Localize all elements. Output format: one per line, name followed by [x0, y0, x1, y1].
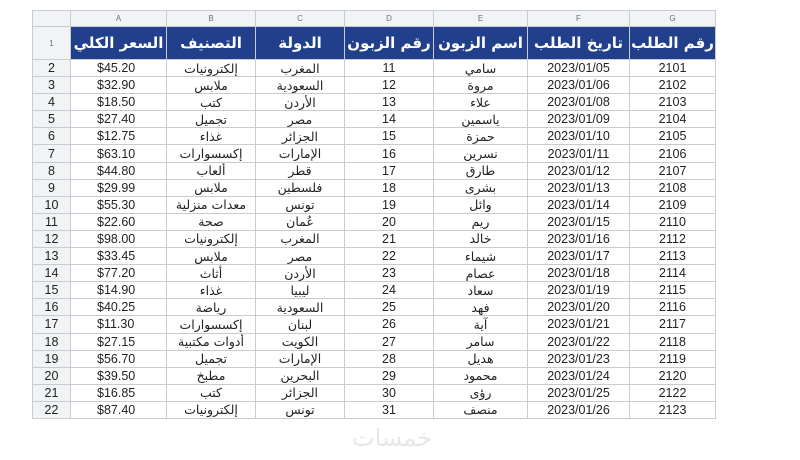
header-customer-id[interactable]: رقم الزبون — [345, 27, 434, 60]
column-header-e[interactable]: E — [434, 11, 528, 27]
cell-customer-id[interactable]: 15 — [345, 128, 434, 145]
header-order-date[interactable]: تاريخ الطلب — [528, 27, 630, 60]
cell-order-date[interactable]: 2023/01/09 — [528, 111, 630, 128]
table-row — [33, 333, 716, 350]
table-row — [33, 179, 716, 196]
row-number[interactable]: 20 — [33, 367, 71, 384]
cell-customer-name[interactable]: هديل — [434, 350, 528, 367]
cell-country[interactable]: مصر — [256, 111, 345, 128]
cell-order-id[interactable]: 2120 — [630, 367, 716, 384]
table-row — [33, 77, 716, 94]
column-header-a[interactable]: A — [71, 11, 167, 27]
table-row — [33, 213, 716, 230]
cell-order-date[interactable]: 2023/01/13 — [528, 179, 630, 196]
cell-category[interactable]: إكسسوارات — [167, 316, 256, 333]
cell-customer-name[interactable]: فهد — [434, 299, 528, 316]
cell-order-date[interactable]: 2023/01/11 — [528, 145, 630, 162]
cell-order-id[interactable]: 2122 — [630, 384, 716, 401]
cell-category[interactable]: ألعاب — [167, 162, 256, 179]
table-row — [33, 299, 716, 316]
cell-order-date[interactable]: 2023/01/10 — [528, 128, 630, 145]
cell-category[interactable]: كتب — [167, 384, 256, 401]
cell-country[interactable]: المغرب — [256, 60, 345, 77]
table-row — [33, 162, 716, 179]
column-header-f[interactable]: F — [528, 11, 630, 27]
table-row — [33, 367, 716, 384]
cell-order-id[interactable]: 2118 — [630, 333, 716, 350]
cell-country[interactable]: تونس — [256, 401, 345, 418]
cell-order-date[interactable]: 2023/01/21 — [528, 316, 630, 333]
cell-total-price[interactable]: $32.90 — [71, 77, 167, 94]
cell-total-price[interactable]: $16.85 — [71, 384, 167, 401]
cell-total-price[interactable]: $77.20 — [71, 265, 167, 282]
cell-total-price[interactable]: $44.80 — [71, 162, 167, 179]
cell-customer-name[interactable]: سامي — [434, 60, 528, 77]
cell-total-price[interactable]: $14.90 — [71, 282, 167, 299]
row-number[interactable]: 3 — [33, 77, 71, 94]
cell-order-date[interactable]: 2023/01/16 — [528, 230, 630, 247]
cell-country[interactable]: تونس — [256, 196, 345, 213]
cell-category[interactable]: غذاء — [167, 128, 256, 145]
cell-total-price[interactable]: $18.50 — [71, 94, 167, 111]
cell-customer-name[interactable]: نسرين — [434, 145, 528, 162]
cell-country[interactable]: الجزائر — [256, 128, 345, 145]
cell-customer-id[interactable]: 17 — [345, 162, 434, 179]
table-row — [33, 248, 716, 265]
cell-country[interactable]: الأردن — [256, 94, 345, 111]
cell-order-date[interactable]: 2023/01/08 — [528, 94, 630, 111]
cell-customer-id[interactable]: 27 — [345, 333, 434, 350]
cell-customer-name[interactable]: رؤى — [434, 384, 528, 401]
header-order-id[interactable]: رقم الطلب — [630, 27, 716, 60]
row-number[interactable]: 22 — [33, 401, 71, 418]
cell-customer-id[interactable]: 25 — [345, 299, 434, 316]
table-row — [33, 94, 716, 111]
cell-order-id[interactable]: 2104 — [630, 111, 716, 128]
cell-total-price[interactable]: $27.40 — [71, 111, 167, 128]
cell-country[interactable]: قطر — [256, 162, 345, 179]
row-number[interactable]: 13 — [33, 248, 71, 265]
watermark-logo: خمسات — [352, 424, 433, 452]
row-number[interactable]: 15 — [33, 282, 71, 299]
cell-order-date[interactable]: 2023/01/14 — [528, 196, 630, 213]
cell-customer-name[interactable]: سامر — [434, 333, 528, 350]
select-all-corner[interactable] — [33, 11, 71, 27]
table-row — [33, 401, 716, 418]
cell-customer-id[interactable]: 16 — [345, 145, 434, 162]
table-row — [33, 60, 716, 77]
cell-category[interactable]: رياضة — [167, 299, 256, 316]
column-header-g[interactable]: G — [630, 11, 716, 27]
cell-customer-id[interactable]: 22 — [345, 248, 434, 265]
cell-order-id[interactable]: 2105 — [630, 128, 716, 145]
cell-order-date[interactable]: 2023/01/19 — [528, 282, 630, 299]
cell-country[interactable]: الإمارات — [256, 350, 345, 367]
cell-country[interactable]: مصر — [256, 248, 345, 265]
spreadsheet-grid — [32, 10, 716, 419]
row-number[interactable]: 6 — [33, 128, 71, 145]
cell-total-price[interactable]: $45.20 — [71, 60, 167, 77]
cell-order-date[interactable]: 2023/01/12 — [528, 162, 630, 179]
row-number[interactable]: 2 — [33, 60, 71, 77]
table-row — [33, 111, 716, 128]
cell-customer-id[interactable]: 23 — [345, 265, 434, 282]
cell-category[interactable]: كتب — [167, 94, 256, 111]
cell-customer-name[interactable]: خالد — [434, 230, 528, 247]
cell-category[interactable]: ملابس — [167, 77, 256, 94]
cell-order-id[interactable]: 2102 — [630, 77, 716, 94]
cell-country[interactable]: الإمارات — [256, 145, 345, 162]
table-row — [33, 265, 716, 282]
cell-category[interactable]: إلكترونيات — [167, 60, 256, 77]
cell-customer-name[interactable]: ياسمين — [434, 111, 528, 128]
cell-category[interactable]: إكسسوارات — [167, 145, 256, 162]
cell-total-price[interactable]: $55.30 — [71, 196, 167, 213]
cell-country[interactable]: الجزائر — [256, 384, 345, 401]
cell-total-price[interactable]: $33.45 — [71, 248, 167, 265]
row-number[interactable]: 5 — [33, 111, 71, 128]
cell-customer-name[interactable]: طارق — [434, 162, 528, 179]
column-header-row — [33, 11, 716, 27]
cell-order-id[interactable]: 2119 — [630, 350, 716, 367]
cell-order-id[interactable]: 2123 — [630, 401, 716, 418]
row-number[interactable]: 18 — [33, 333, 71, 350]
cell-customer-id[interactable]: 24 — [345, 282, 434, 299]
cell-category[interactable]: أدوات مكتبية — [167, 333, 256, 350]
cell-order-id[interactable]: 2109 — [630, 196, 716, 213]
cell-customer-id[interactable]: 28 — [345, 350, 434, 367]
cell-order-date[interactable]: 2023/01/06 — [528, 77, 630, 94]
row-number[interactable]: 10 — [33, 196, 71, 213]
cell-total-price[interactable]: $98.00 — [71, 230, 167, 247]
cell-customer-id[interactable]: 20 — [345, 213, 434, 230]
cell-category[interactable]: تجميل — [167, 350, 256, 367]
cell-customer-name[interactable]: وائل — [434, 196, 528, 213]
cell-order-date[interactable]: 2023/01/15 — [528, 213, 630, 230]
cell-customer-name[interactable]: عصام — [434, 265, 528, 282]
cell-customer-name[interactable]: حمزة — [434, 128, 528, 145]
header-category[interactable]: التصنيف — [167, 27, 256, 60]
cell-order-date[interactable]: 2023/01/20 — [528, 299, 630, 316]
cell-country[interactable]: المغرب — [256, 230, 345, 247]
column-header-c[interactable]: C — [256, 11, 345, 27]
row-number[interactable]: 7 — [33, 145, 71, 162]
table-row — [33, 282, 716, 299]
cell-category[interactable]: صحة — [167, 213, 256, 230]
cell-customer-id[interactable]: 30 — [345, 384, 434, 401]
row-number[interactable]: 19 — [33, 350, 71, 367]
cell-order-id[interactable]: 2116 — [630, 299, 716, 316]
cell-customer-name[interactable]: آية — [434, 316, 528, 333]
cell-customer-id[interactable]: 14 — [345, 111, 434, 128]
cell-customer-name[interactable]: منصف — [434, 401, 528, 418]
cell-customer-name[interactable]: سعاد — [434, 282, 528, 299]
cell-order-date[interactable]: 2023/01/26 — [528, 401, 630, 418]
cell-total-price[interactable]: $40.25 — [71, 299, 167, 316]
cell-category[interactable]: ملابس — [167, 179, 256, 196]
cell-total-price[interactable]: $27.15 — [71, 333, 167, 350]
cell-category[interactable]: أثاث — [167, 265, 256, 282]
table-row — [33, 230, 716, 247]
cell-country[interactable]: لبنان — [256, 316, 345, 333]
row-number[interactable]: 1 — [33, 27, 71, 60]
header-country[interactable]: الدولة — [256, 27, 345, 60]
cell-country[interactable]: ليبيا — [256, 282, 345, 299]
cell-country[interactable]: فلسطين — [256, 179, 345, 196]
cell-category[interactable]: إلكترونيات — [167, 230, 256, 247]
cell-customer-id[interactable]: 21 — [345, 230, 434, 247]
cell-order-id[interactable]: 2110 — [630, 213, 716, 230]
table-row — [33, 128, 716, 145]
cell-category[interactable]: غذاء — [167, 282, 256, 299]
cell-country[interactable]: السعودية — [256, 77, 345, 94]
cell-order-date[interactable]: 2023/01/23 — [528, 350, 630, 367]
cell-order-id[interactable]: 2103 — [630, 94, 716, 111]
row-number[interactable]: 4 — [33, 94, 71, 111]
cell-order-id[interactable]: 2115 — [630, 282, 716, 299]
header-total-price[interactable]: السعر الكلي — [71, 27, 167, 60]
cell-order-id[interactable]: 2107 — [630, 162, 716, 179]
cell-total-price[interactable]: $87.40 — [71, 401, 167, 418]
row-number[interactable]: 12 — [33, 230, 71, 247]
cell-country[interactable]: السعودية — [256, 299, 345, 316]
cell-category[interactable]: معدات منزلية — [167, 196, 256, 213]
cell-total-price[interactable]: $29.99 — [71, 179, 167, 196]
cell-category[interactable]: تجميل — [167, 111, 256, 128]
header-customer-name[interactable]: اسم الزبون — [434, 27, 528, 60]
cell-total-price[interactable]: $11.30 — [71, 316, 167, 333]
cell-customer-id[interactable]: 11 — [345, 60, 434, 77]
cell-total-price[interactable]: $39.50 — [71, 367, 167, 384]
cell-customer-id[interactable]: 29 — [345, 367, 434, 384]
cell-total-price[interactable]: $63.10 — [71, 145, 167, 162]
row-number[interactable]: 16 — [33, 299, 71, 316]
cell-order-id[interactable]: 2106 — [630, 145, 716, 162]
table-row — [33, 350, 716, 367]
cell-order-date[interactable]: 2023/01/25 — [528, 384, 630, 401]
cell-customer-id[interactable]: 18 — [345, 179, 434, 196]
cell-order-date[interactable]: 2023/01/18 — [528, 265, 630, 282]
row-number[interactable]: 17 — [33, 316, 71, 333]
table-row — [33, 384, 716, 401]
cell-order-id[interactable]: 2114 — [630, 265, 716, 282]
row-number[interactable]: 21 — [33, 384, 71, 401]
cell-customer-id[interactable]: 13 — [345, 94, 434, 111]
cell-customer-name[interactable]: محمود — [434, 367, 528, 384]
cell-customer-name[interactable]: ريم — [434, 213, 528, 230]
row-number[interactable]: 9 — [33, 179, 71, 196]
row-number[interactable]: 11 — [33, 213, 71, 230]
cell-order-date[interactable]: 2023/01/22 — [528, 333, 630, 350]
cell-category[interactable]: ملابس — [167, 248, 256, 265]
cell-country[interactable]: عُمان — [256, 213, 345, 230]
cell-order-id[interactable]: 2113 — [630, 248, 716, 265]
cell-country[interactable]: الأردن — [256, 265, 345, 282]
cell-total-price[interactable]: $56.70 — [71, 350, 167, 367]
cell-customer-id[interactable]: 12 — [345, 77, 434, 94]
table-header-row — [33, 27, 716, 60]
table-row — [33, 316, 716, 333]
cell-order-id[interactable]: 2112 — [630, 230, 716, 247]
table-row — [33, 145, 716, 162]
cell-order-id[interactable]: 2101 — [630, 60, 716, 77]
row-number[interactable]: 8 — [33, 162, 71, 179]
cell-customer-name[interactable]: مروة — [434, 77, 528, 94]
cell-order-id[interactable]: 2108 — [630, 179, 716, 196]
column-header-b[interactable]: B — [167, 11, 256, 27]
cell-customer-id[interactable]: 31 — [345, 401, 434, 418]
cell-country[interactable]: البحرين — [256, 367, 345, 384]
column-header-d[interactable]: D — [345, 11, 434, 27]
cell-total-price[interactable]: $12.75 — [71, 128, 167, 145]
table-row — [33, 196, 716, 213]
cell-country[interactable]: الكويت — [256, 333, 345, 350]
cell-customer-id[interactable]: 19 — [345, 196, 434, 213]
cell-customer-name[interactable]: شيماء — [434, 248, 528, 265]
cell-category[interactable]: مطبخ — [167, 367, 256, 384]
cell-order-date[interactable]: 2023/01/05 — [528, 60, 630, 77]
row-number[interactable]: 14 — [33, 265, 71, 282]
cell-category[interactable]: إلكترونيات — [167, 401, 256, 418]
cell-customer-name[interactable]: علاء — [434, 94, 528, 111]
cell-customer-name[interactable]: بشرى — [434, 179, 528, 196]
cell-order-date[interactable]: 2023/01/17 — [528, 248, 630, 265]
cell-customer-id[interactable]: 26 — [345, 316, 434, 333]
cell-order-date[interactable]: 2023/01/24 — [528, 367, 630, 384]
cell-total-price[interactable]: $22.60 — [71, 213, 167, 230]
cell-order-id[interactable]: 2117 — [630, 316, 716, 333]
